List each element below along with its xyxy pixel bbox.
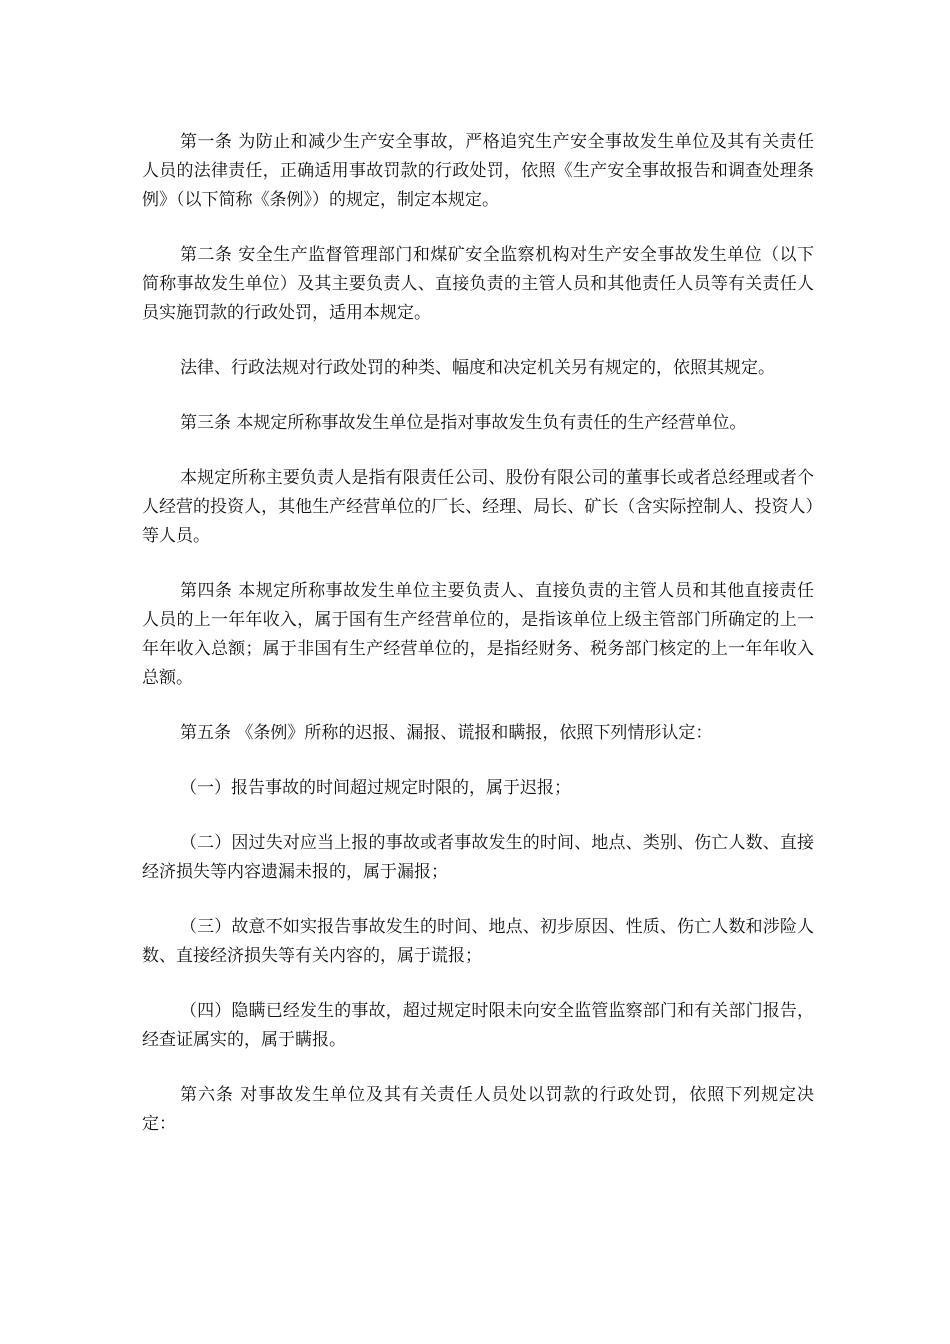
article-5-item-3: （三）故意不如实报告事故发生的时间、地点、初步原因、性质、伤亡人数和涉险人数、直接经济损失等有关内容的，属于谎报； [142,917,814,966]
article-6-paragraph: 第六条 对事故发生单位及其有关责任人员处以罚款的行政处罚，依照下列规定决定： [142,1085,814,1134]
article-2-paragraph: 第二条 安全生产监督管理部门和煤矿安全监察机构对生产安全事故发生单位（以下简称事故发生单位）及其主要负责人、直接负责的主管人员和其他责任人员等有关责任人员实施罚款的行政处罚，适用本规定。 [142,245,814,323]
article-4-paragraph: 第四条 本规定所称事故发生单位主要负责人、直接负责的主管人员和其他直接责任人员的上一年年收入，属于国有生产经营单位的，是指该单位上级主管部门所确定的上一年年收入总额；属于非国有生产经营单位的，是指经财务、税务部门核定的上一年年收入总额。 [142,581,814,688]
article-5-item-2: （二）因过失对应当上报的事故或者事故发生的时间、地点、类别、伤亡人数、直接经济损失等内容遗漏未报的，属于漏报； [142,833,814,882]
document-body [142,128,814,1165]
article-3-paragraph: 第三条 本规定所称事故发生单位是指对事故发生负有责任的生产经营单位。 [180,413,747,433]
article-5-item-4: （四）隐瞒已经发生的事故，超过规定时限未向安全监管监察部门和有关部门报告，经查证属实的，属于瞒报。 [142,1001,814,1050]
article-3-definition-paragraph: 本规定所称主要负责人是指有限责任公司、股份有限公司的董事长或者总经理或者个人经营的投资人，其他生产经营单位的厂长、经理、局长、矿长（含实际控制人、投资人）等人员。 [142,468,814,546]
article-2-exception-paragraph: 法律、行政法规对行政处罚的种类、幅度和决定机关另有规定的，依照其规定。 [180,358,775,378]
article-5-item-1: （一）报告事故的时间超过规定时限的，属于迟报； [180,778,571,798]
article-5-paragraph: 第五条 《条例》所称的迟报、漏报、谎报和瞒报，依照下列情形认定： [180,723,713,743]
article-1-paragraph: 第一条 为防止和减少生产安全事故，严格追究生产安全事故发生单位及其有关责任人员的法律责任，正确适用事故罚款的行政处罚，依照《生产安全事故报告和调查处理条例》（以下简称《条例》）的规定，制定本规定。 [142,132,814,210]
